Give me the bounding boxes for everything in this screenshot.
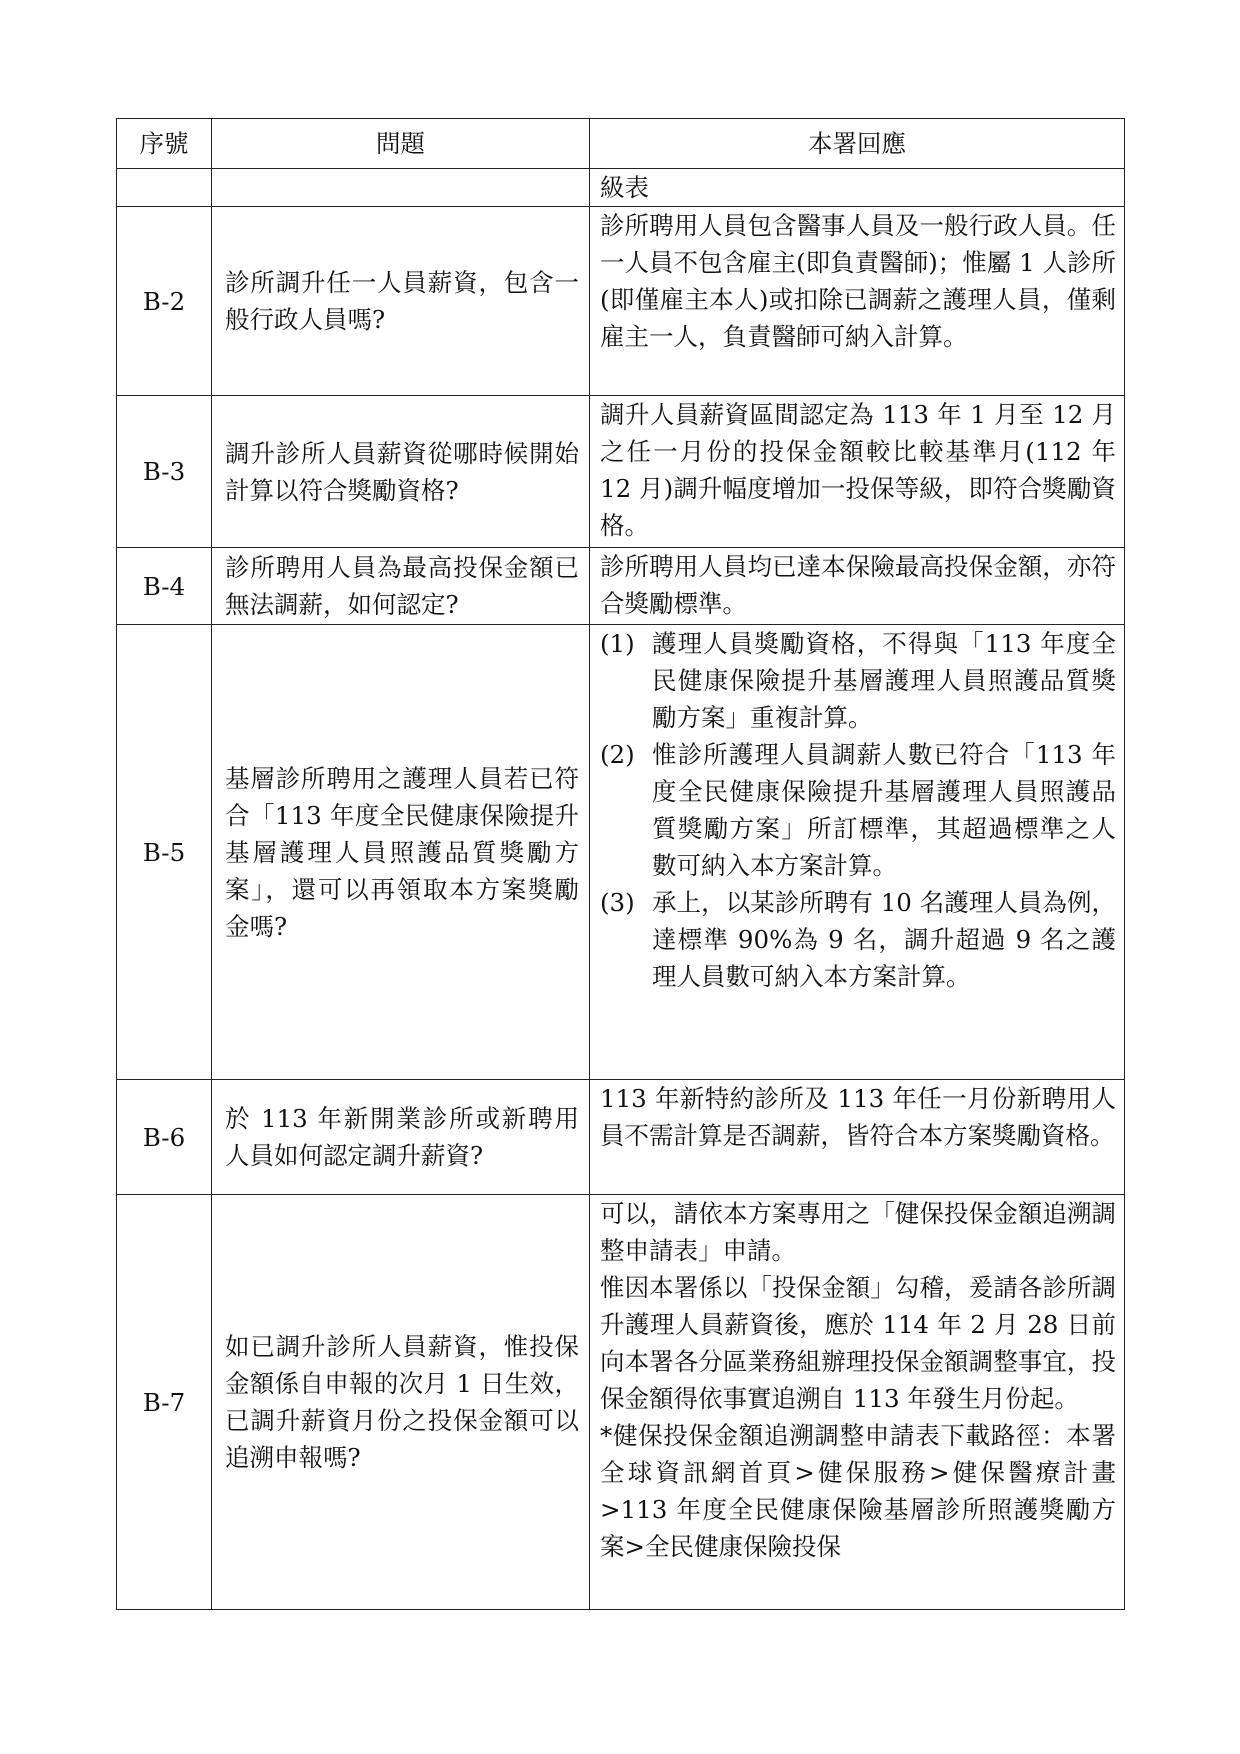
- row-question: [212, 548, 590, 625]
- answer-item-text: 護理人員獎勵資格，不得與「113 年度全民健康保險提升基層護理人員照護品質獎勵方案」重複計算。: [652, 629, 1116, 732]
- row-answer: [590, 548, 1125, 625]
- answer-paragraph: 可以，請依本方案專用之「健保投保金額追溯調整申請表」申請。: [600, 1199, 1116, 1265]
- row-question: [212, 1195, 590, 1610]
- table-body: [117, 169, 1125, 1610]
- table-row-continuation: [117, 169, 1125, 207]
- table-row: [117, 625, 1125, 1080]
- row-no: [117, 169, 212, 207]
- table-header: [117, 119, 1125, 169]
- row-question: [212, 207, 590, 396]
- row-answer-text: 診所聘用人員包含醫事人員及一般行政人員。任一人員不包含雇主(即負責醫師)；惟屬 1 人診所(即僅雇主本人)或扣除已調薪之護理人員，僅剩雇主一人，負責醫師可納入計算。: [600, 211, 1116, 351]
- header-no: 序號: [117, 119, 212, 169]
- row-answer: [590, 1080, 1125, 1195]
- row-question-text: 基層診所聘用之護理人員若已符合「113 年度全民健康保險提升基層護理人員照護品質獎勵方案」，還可以再領取本方案獎勵金嗎?: [225, 763, 579, 941]
- row-answer-text: 級表: [600, 173, 649, 202]
- answer-paragraph: 惟因本署係以「投保金額」勾稽，爰請各診所調升護理人員薪資後，應於 114 年 2 月 28 日前向本署各分區業務組辦理投保金額調整事宜，投保金額得依事實追溯自 113 年發生月份起。: [600, 1273, 1116, 1413]
- answer-list-item: [600, 625, 1116, 736]
- answer-list-item: [600, 736, 1116, 884]
- answer-list-item: [600, 884, 1116, 995]
- table-row: [117, 1195, 1125, 1610]
- answer-item-text: 承上，以某診所聘有 10 名護理人員為例，達標準 90%為 9 名，調升超過 9 名之護理人員數可納入本方案計算。: [652, 888, 1116, 991]
- table-row: [117, 548, 1125, 625]
- header-question: 問題: [212, 119, 590, 169]
- answer-item-text: 惟診所護理人員調薪人數已符合「113 年度全民健康保險提升基層護理人員照護品質獎勵方案」所訂標準，其超過標準之人數可納入本方案計算。: [652, 740, 1116, 880]
- table-row: [117, 207, 1125, 396]
- row-question: [212, 625, 590, 1080]
- row-no: B-2: [117, 207, 212, 396]
- table-row: [117, 396, 1125, 548]
- row-no: B-3: [117, 396, 212, 548]
- row-no: B-5: [117, 625, 212, 1080]
- answer-item-number: (2): [600, 740, 635, 769]
- answer-paragraph: *健保投保金額追溯調整申請表下載路徑：本署全球資訊網首頁>健保服務>健保醫療計畫>113 年度全民健康保險基層診所照護獎勵方案>全民健康保險投保: [600, 1421, 1116, 1561]
- table-row: [117, 1080, 1125, 1195]
- row-answer-text: 診所聘用人員均已達本保險最高投保金額，亦符合獎勵標準。: [600, 552, 1116, 618]
- row-answer-text: 調升人員薪資區間認定為 113 年 1 月至 12 月之任一月份的投保金額較比較基準月(112 年 12 月)調升幅度增加一投保等級，即符合獎勵資格。: [600, 400, 1124, 540]
- row-answer: [590, 207, 1125, 396]
- row-question-text: 診所調升任一人員薪資，包含一般行政人員嗎?: [225, 268, 579, 334]
- row-question: [212, 396, 590, 548]
- row-answer: [590, 169, 1125, 207]
- row-answer: [590, 396, 1125, 548]
- row-no: B-4: [117, 548, 212, 625]
- answer-item-number: (1): [600, 629, 635, 658]
- header-row: [117, 119, 1125, 169]
- row-question: [212, 1080, 590, 1195]
- row-no: B-6: [117, 1080, 212, 1195]
- row-answer: [590, 1195, 1125, 1610]
- row-answer-text: 113 年新特約診所及 113 年任一月份新聘用人員不需計算是否調薪，皆符合本方案獎勵資格。: [600, 1084, 1116, 1150]
- row-question-text: 如已調升診所人員薪資，惟投保金額係自申報的次月 1 日生效，已調升薪資月份之投保金額可以追溯申報嗎?: [225, 1332, 579, 1472]
- row-answer: [590, 625, 1125, 1080]
- row-question-text: 調升診所人員薪資從哪時候開始計算以符合獎勵資格?: [225, 438, 579, 505]
- row-question-text: 診所聘用人員為最高投保金額已無法調薪，如何認定?: [225, 553, 579, 619]
- faq-table: [116, 118, 1125, 1610]
- row-question-text: 於 113 年新開業診所或新聘用人員如何認定調升薪資?: [225, 1104, 579, 1170]
- row-question: [212, 169, 590, 207]
- row-no: B-7: [117, 1195, 212, 1610]
- answer-item-number: (3): [600, 888, 635, 917]
- header-answer: 本署回應: [590, 119, 1125, 169]
- answer-list: [600, 625, 1116, 995]
